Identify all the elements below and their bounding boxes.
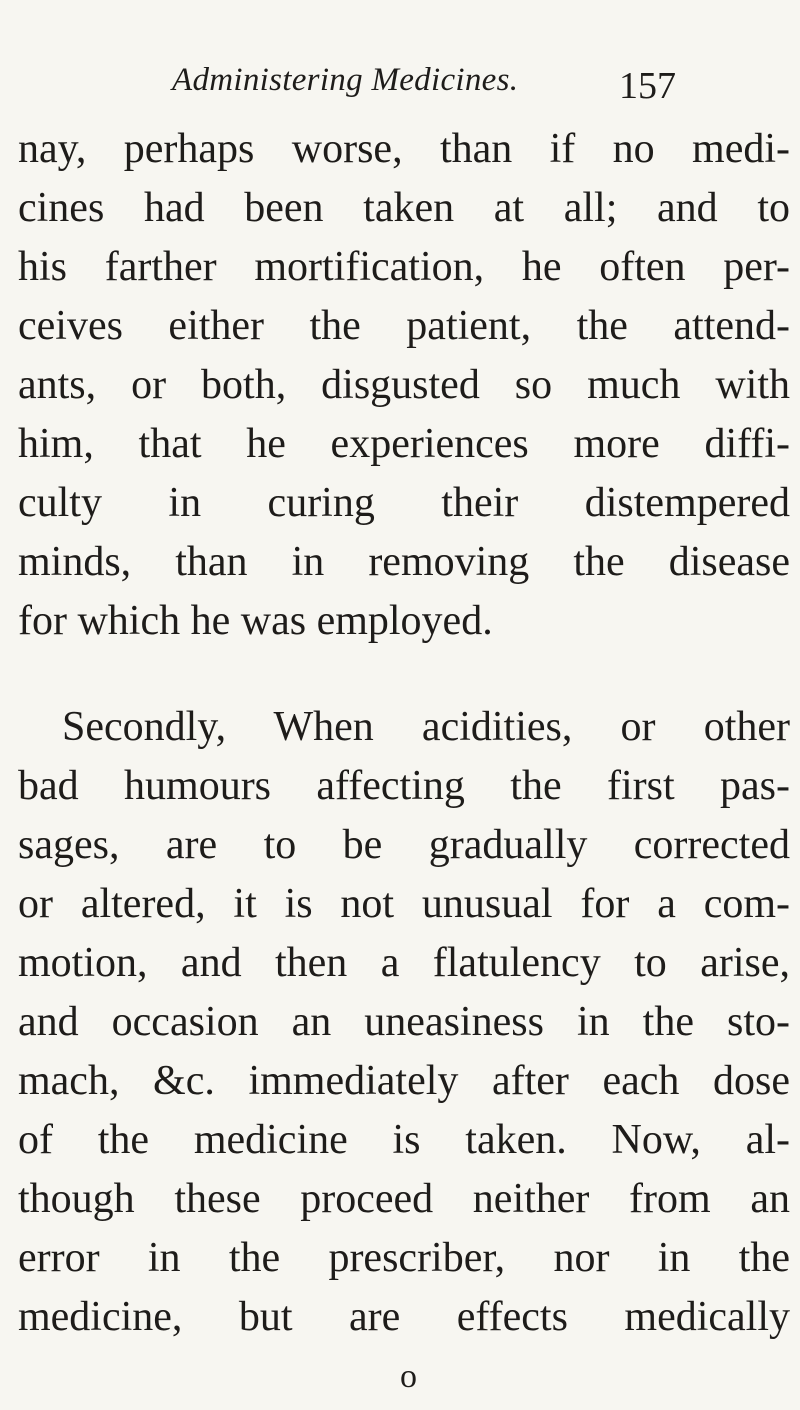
- text-line: bad humours affecting the first pas-: [18, 763, 790, 809]
- text-line: medicine, but are effects medically: [18, 1294, 790, 1340]
- text-line: minds, than in removing the disease: [18, 539, 790, 585]
- text-line: ceives either the patient, the attend-: [18, 303, 790, 349]
- text-line: mach, &c. immediately after each dose: [18, 1058, 790, 1104]
- text-line: error in the prescriber, nor in the: [18, 1235, 790, 1281]
- page-number: 157: [619, 65, 676, 107]
- text-line: his farther mortification, he often per-: [18, 244, 790, 290]
- text-line: cines had been taken at all; and to: [18, 185, 790, 231]
- text-line: though these proceed neither from an: [18, 1176, 790, 1222]
- running-head-title: Administering Medicines.: [172, 62, 519, 98]
- text-line: ants, or both, disgusted so much with: [18, 362, 790, 408]
- running-head: [150, 58, 690, 108]
- text-line: nay, perhaps worse, than if no medi-: [18, 126, 790, 172]
- text-line: of the medicine is taken. Now, al-: [18, 1117, 790, 1163]
- catchword: o: [400, 1358, 417, 1395]
- text-line: and occasion an uneasiness in the sto-: [18, 999, 790, 1045]
- text-line: for which he was employed.: [18, 598, 493, 644]
- text-line: culty in curing their distempered: [18, 480, 790, 526]
- text-line: him, that he experiences more diffi-: [18, 421, 790, 467]
- text-line: or altered, it is not unusual for a com-: [18, 881, 790, 927]
- text-line: sages, are to be gradually corrected: [18, 822, 790, 868]
- text-line: motion, and then a flatulency to arise,: [18, 940, 790, 986]
- text-line: Secondly, When acidities, or other: [62, 704, 790, 750]
